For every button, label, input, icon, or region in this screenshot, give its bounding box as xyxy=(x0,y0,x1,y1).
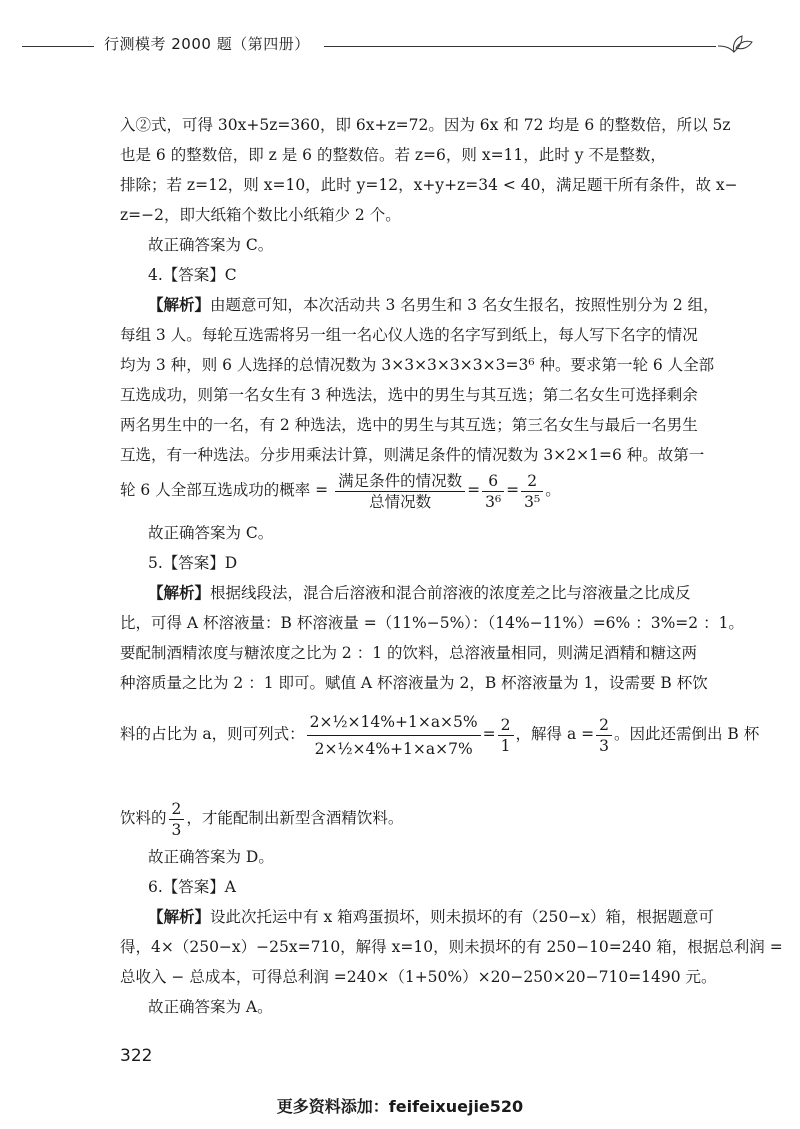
numerator: 满足条件的情况数 xyxy=(335,471,465,492)
answer-line: 故正确答案为 C。 xyxy=(148,524,274,542)
text-line: 互选，有一种选法。分步用乘法计算，则满足条件的情况数为 3×2×1=6 种。故第一 xyxy=(120,446,705,464)
fraction xyxy=(498,715,514,756)
q6-answer-label: 6.【答案】A xyxy=(148,878,236,896)
text-line: 入②式，可得 30x+5z=360，即 6x+z=72。因为 6x 和 72 均是 6 的整数倍，所以 5z xyxy=(120,116,731,134)
fraction xyxy=(596,715,612,756)
analysis-tag: 【解析】 xyxy=(148,908,211,926)
numerator: 2 xyxy=(169,799,185,820)
text-line: 种溶质量之比为 2 ：1 即可。赋值 A 杯溶液量为 2，B 杯溶液量为 1，设需要 B 杯饮 xyxy=(120,674,708,692)
analysis-text: 根据线段法，混合后溶液和混合前溶液的浓度差之比与溶液量之比成反 xyxy=(210,584,691,602)
q6-analysis-line xyxy=(148,902,716,932)
text-line: 也是 6 的整数倍，即 z 是 6 的整数倍。若 z=6，则 x=11，此时 y 不是整数， xyxy=(120,146,666,164)
page-number: 322 xyxy=(120,1046,153,1066)
formula-prefix: 轮 6 人全部互选成功的概率 = xyxy=(120,481,329,499)
equals: = xyxy=(467,481,481,499)
text-line: 均为 3 种，则 6 人选择的总情况数为 3×3×3×3×3×3=3⁶ 种。要求第一轮 6 人全部 xyxy=(120,356,715,374)
sprout-icon xyxy=(718,30,754,60)
header-rule-left xyxy=(22,46,94,47)
text-line: 要配制酒精浓度与糖浓度之比为 2 ：1 的饮料，总溶液量相同，则满足酒精和糖这两 xyxy=(120,644,698,662)
fraction xyxy=(521,471,543,512)
fraction xyxy=(307,709,481,762)
page-header xyxy=(22,30,782,60)
fraction xyxy=(482,471,504,512)
q4-answer-label: 4.【答案】C xyxy=(148,266,237,284)
text-line: z=−2，即大纸箱个数比小纸箱少 2 个。 xyxy=(120,206,401,224)
answer-line: 故正确答案为 A。 xyxy=(148,998,273,1016)
denominator: 3 xyxy=(171,820,182,839)
q4-analysis-line xyxy=(148,290,719,320)
text-line: 互选成功，则第一名女生有 3 种选法，选中的男生与其互选；第二名女生可选择剩余 xyxy=(120,386,698,404)
equals: = xyxy=(506,481,520,499)
numerator: 2 xyxy=(596,715,612,736)
text-prefix: 饮料的 xyxy=(120,809,167,827)
footer-note: 更多资料添加：feifeixuejie520 xyxy=(276,1097,524,1116)
solution-text: ，解得 a = xyxy=(515,725,595,743)
header-rule-right xyxy=(324,46,716,47)
denominator: 3⁵ xyxy=(524,492,541,511)
numerator: 2×½×14%+1×a×5% xyxy=(307,709,481,736)
denominator: 总情况数 xyxy=(369,492,432,511)
text-line: 比，可得 A 杯溶液量：B 杯溶液量 =（11%−5%）：（14%−11%）=6% ：3%=2 ：1。 xyxy=(120,614,744,632)
analysis-tag: 【解析】 xyxy=(148,584,211,602)
analysis-tag: 【解析】 xyxy=(148,296,211,314)
text-line: 每组 3 人。每轮互选需将另一组一名心仪人选的名字写到纸上，每人写下名字的情况 xyxy=(120,326,698,344)
text-line: 两名男生中的一名，有 2 种选法，选中的男生与其互选；第三名女生与最后一名男生 xyxy=(120,416,698,434)
numerator: 2 xyxy=(521,471,543,492)
fraction xyxy=(169,799,185,840)
formula-prefix: 料的占比为 a，则可列式： xyxy=(120,725,305,743)
denominator: 3 xyxy=(599,736,609,755)
text-suffix: ，才能配制出新型含酒精饮料。 xyxy=(186,809,404,827)
numerator: 6 xyxy=(482,471,504,492)
answer-line: 故正确答案为 C。 xyxy=(148,236,274,254)
header-title: 行测模考 2000 题（第四册） xyxy=(104,35,310,53)
text-line xyxy=(120,796,716,840)
denominator: 2×½×4%+1×a×7% xyxy=(314,739,473,758)
continuation-text: 。因此还需倒出 B 杯 xyxy=(613,725,760,743)
period: 。 xyxy=(545,481,561,499)
analysis-text: 由题意可知，本次活动共 3 名男生和 3 名女生报名，按照性别分为 2 组， xyxy=(210,296,719,314)
denominator: 1 xyxy=(500,736,511,755)
probability-formula-line xyxy=(120,470,716,512)
text-line: 总收入 − 总成本，可得总利润 =240×（1+50%）×20−250×20−710=1490 元。 xyxy=(120,968,717,986)
q5-answer-label: 5.【答案】D xyxy=(148,554,238,572)
q5-analysis-line xyxy=(148,578,716,608)
mixture-formula-line: 料的占比为 a，则可列式： $\frac{\text{2×½×14\%+1×a×5\%}}{\text{2×½×4\%+1×a×7\%}}$ = $\frac{2}{1}$ ，解得 a = $\frac{2}{3}$ 。因此还需倒出 B 杯 xyxy=(120,702,716,766)
numerator: 2 xyxy=(498,715,514,736)
text-line: 排除；若 z=12，则 x=10，此时 y=12，x+y+z=34 < 40，满足题干所有条件，故 x− xyxy=(120,176,738,194)
text-line: 得，4×（250−x）−25x=710，解得 x=10，则未损坏的有 250−10=240 箱，根据总利润 = xyxy=(120,938,783,956)
fraction xyxy=(335,471,465,512)
denominator: 3⁶ xyxy=(485,492,502,511)
answer-line: 故正确答案为 D。 xyxy=(148,848,274,866)
analysis-text: 设此次托运中有 x 箱鸡蛋损坏，则未损坏的有（250−x）箱，根据题意可 xyxy=(210,908,714,926)
